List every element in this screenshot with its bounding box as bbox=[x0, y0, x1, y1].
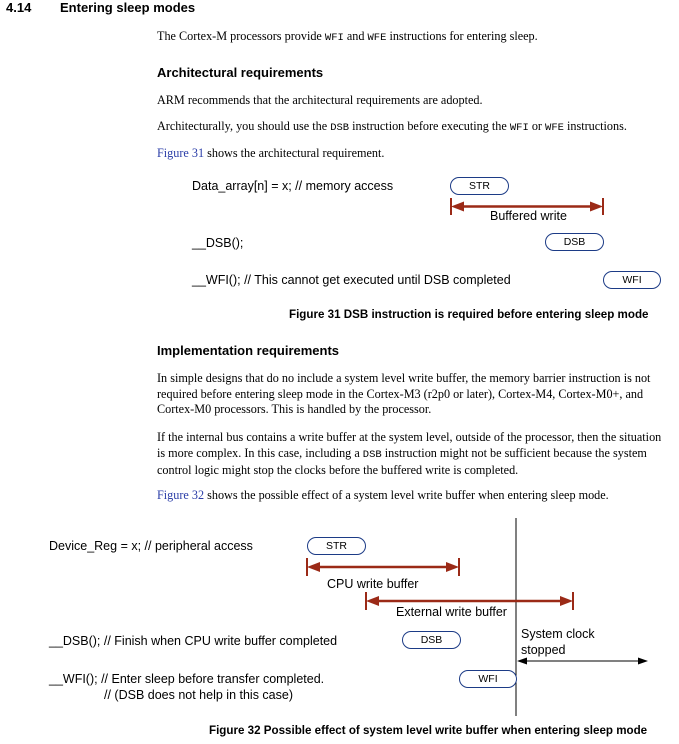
code-dsb: DSB bbox=[330, 122, 350, 134]
arch-text: Architecturally, you should use the bbox=[157, 119, 331, 133]
fig32-code-line-4: // (DSB does not help in this case) bbox=[104, 688, 293, 702]
arch-text: instruction before executing the bbox=[349, 119, 510, 133]
fig31-code-line-3: __WFI(); // This cannot get executed until DSB completed bbox=[192, 273, 511, 287]
figure-31-link[interactable]: Figure 31 bbox=[157, 146, 205, 160]
impl-paragraph-1: In simple designs that do no include a system level write buffer, the memory barrier instruction is not required before entering sleep mode in the Cortex-M3 (r2p0 or later), Cortex-M4, Cortex-M0+, and Cortex-M0 processors. This is handled by the processor. bbox=[157, 371, 651, 416]
wfi-instruction-pill: WFI bbox=[459, 670, 517, 688]
code-wfe: WFE bbox=[367, 32, 387, 44]
fig32-code-line-3: __WFI(); // Enter sleep before transfer completed. bbox=[49, 672, 325, 686]
code-dsb: DSB bbox=[362, 448, 382, 461]
intro-text: The Cortex-M processors provide bbox=[157, 29, 325, 43]
figure-32-caption: Figure 32 Possible effect of system level write buffer when entering sleep mode bbox=[209, 724, 648, 737]
arch-heading: Architectural requirements bbox=[157, 65, 324, 80]
section-title: Entering sleep modes bbox=[60, 0, 196, 15]
code-wfe: WFE bbox=[545, 122, 564, 134]
figure-31-caption: Figure 31 DSB instruction is required before entering sleep mode bbox=[289, 308, 649, 321]
impl-text: instruction might not be sufficient because the system control logic might stop the clocks before the buffered write is completed. bbox=[157, 445, 647, 477]
system-clock-label: System clock bbox=[521, 627, 595, 641]
clock-stopped-label: stopped bbox=[521, 643, 566, 657]
section-number: 4.14 bbox=[6, 0, 32, 15]
cpu-write-buffer-label: CPU write buffer bbox=[327, 577, 419, 591]
fig32-code-line-2: __DSB(); // Finish when CPU write buffer completed bbox=[49, 634, 338, 648]
arch-text: shows the architectural requirement. bbox=[204, 146, 385, 160]
wfi-instruction-pill: WFI bbox=[603, 271, 661, 289]
impl-text: If the internal bus contains a write buffer at the system level, outside of the processor, then the situation is more complex. In this case, including a bbox=[157, 430, 662, 460]
dsb-instruction-pill: DSB bbox=[402, 631, 461, 649]
figure-32-link[interactable]: Figure 32 bbox=[157, 488, 205, 502]
cpu-write-buffer-arrow bbox=[307, 558, 459, 576]
impl-heading: Implementation requirements bbox=[157, 343, 340, 358]
clock-stopped-arrow bbox=[517, 658, 648, 665]
fig31-code-line-2: __DSB(); bbox=[192, 236, 244, 250]
impl-text: shows the possible effect of a system level write buffer when entering sleep mode. bbox=[204, 488, 609, 502]
buffered-write-label: Buffered write bbox=[490, 209, 567, 223]
arch-text: or bbox=[528, 119, 546, 133]
fig32-code-line-1: Device_Reg = x; // peripheral access bbox=[49, 539, 253, 553]
str-instruction-pill: STR bbox=[307, 537, 366, 555]
code-wfi: WFI bbox=[324, 32, 344, 44]
arch-paragraph-1: ARM recommends that the architectural requirements are adopted. bbox=[157, 93, 483, 107]
dsb-instruction-pill: DSB bbox=[545, 233, 604, 251]
str-instruction-pill: STR bbox=[450, 177, 509, 195]
external-write-buffer-label: External write buffer bbox=[396, 605, 507, 619]
arch-text: instructions. bbox=[563, 119, 627, 133]
intro-text: and bbox=[343, 29, 368, 43]
intro-text: instructions for entering sleep. bbox=[386, 29, 538, 43]
code-wfi: WFI bbox=[509, 122, 529, 134]
fig31-code-line-1: Data_array[n] = x; // memory access bbox=[192, 179, 394, 193]
